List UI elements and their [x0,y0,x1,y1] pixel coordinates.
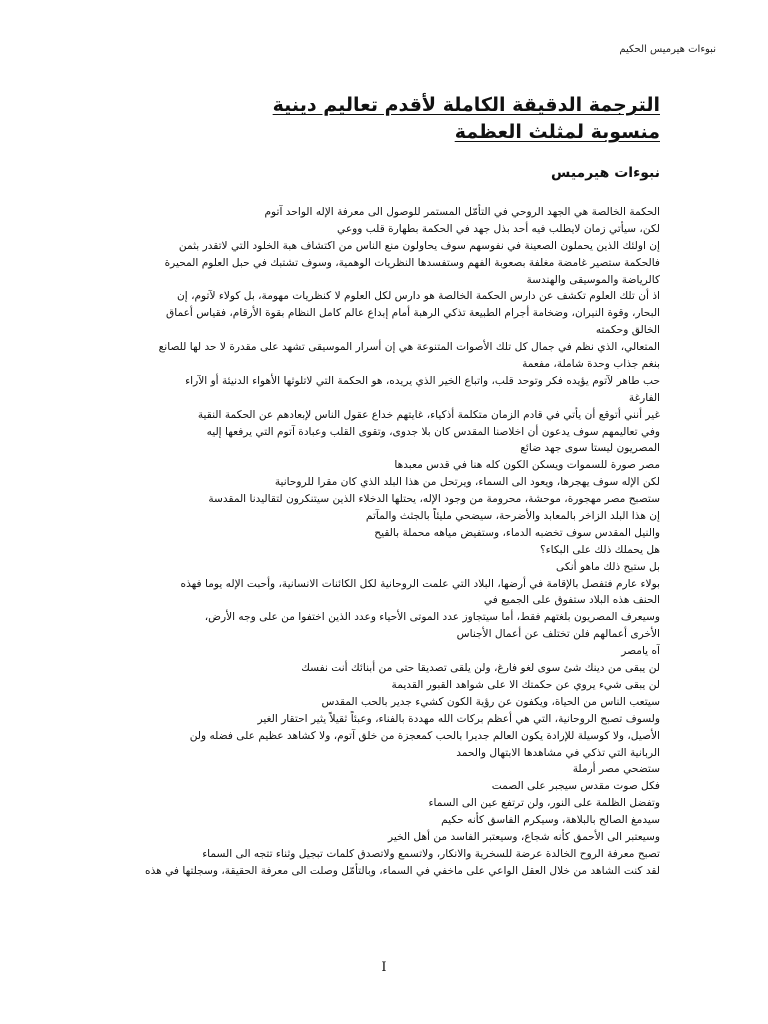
body-line: البحار، وقوة النيران، وضخامة أجرام الطبيعة تذكي الرهبة أمام إبداع عالم كامل النظام بقوة الأرقام، فقياس أعماق [166,307,660,320]
body-line: لكن الإله سوف يهجرها، ويعود الى السماء، ويرتحل من هذا البلد الذي كان مقرا للروحانية [274,476,660,489]
body-line: تصبح معرفة الروح الخالدة عرضة للسخرية والانكار، ولاتسمع ولاتصدق كلمات تبجيل وثناء تتجه الى السماء [202,847,660,860]
body-line: اذ أن تلك العلوم تكشف عن دارس الحكمة الخالصة هو دارس لكل العلوم لا كنظريات مهومة، بل كولاء لآتوم، إن [176,290,660,303]
body-line: الخالق وحكمته [595,324,660,337]
body-line: وسيعتبر الى الأحمق كأنه شجاع، وسيعتبر الفاسد من أهل الخير [388,830,660,843]
body-line: المصريون ليستا سوى جهد ضائع [520,442,660,455]
body-line: الفارغة [628,391,660,404]
body-line: إن هذا البلد الزاخر بالمعابد والأضرحة، سيضحي مليئاً بالجثث والمآتم [365,510,660,523]
section-subtitle: نبوءات هيرميس [551,165,660,181]
body-line: ولسوف تصبح الروحانية، التي هي أعظم بركات الله مهددة بالفناء، وعبئاً ثقيلاً يثير احتقار الغير [257,712,660,725]
body-line: حب طاهر لآتوم يؤيده فكر وتوحد قلب، واتباع الخير الذي يريده، هو الحكمة التي لاتلوثها الأهواء الدنيئة أو الآراء [185,374,660,387]
body-line: لكن، سيأتي زمان لايطلب فيه أحد بذل جهد في الحكمة بطهارة قلب ووعي [337,222,660,235]
title-line-2: منسوبة لمثلث العظمة [454,121,660,143]
body-line: لقد كنت الشاهد من خلال العقل الواعي على ماخفي في السماء، وبالتأمّل وصلت الى معرفة الحقيقة، وسجلتها في هذه [145,864,660,877]
body-line: وسيعرف المصريون بلغتهم فقط، أما سيتجاوز عدد الموتى الأحياء وعدد الذين اختفوا من على وجه الأرض، [204,611,660,624]
body-line: سيدمغ الصالح بالبلاهة، وسيكرم الفاسق كأنه حكيم [441,814,660,827]
body-line: لن يبقى من دينك شئ سوى لغو فارغ، ولن يلقى تصديقا حتى من أبنائك أنت نفسك [301,662,660,675]
body-line: الأخرى أعمالهم فلن تختلف عن أعمال الأجناس [456,628,660,641]
body-line: والنيل المقدس سوف تخضبه الدماء، وستفيض مياهه محملة بالقيح [374,526,660,539]
body-line: إن اولئك الذين يحملون الصعينة في نفوسهم سوف يحاولون منع الناس من اكتشاف هبة الخلود التي لاتقدر بثمن [178,239,660,252]
body-line: فكل صوت مقدس سيجبر على الصمت [491,780,660,793]
page-number: I [381,960,387,975]
body-line: الأصيل، ولا كوسيلة للإرادة يكون العالم جديرا بالحب كمعجزة من خلق آتوم، ولا كشاهد عظيم على فضله ولن [189,729,660,742]
body-line: الحكمة الخالصة هي الجهد الروحي في التأمّل المستمر للوصول الى معرفة الإله الواحد آتوم [264,206,660,218]
body-line: الحنف هذه البلاد ستفوق على الجميع في [483,594,660,607]
body-line: فالحكمة ستصير غامضة مغلفة بصعوبة الفهم وستفسدها النظريات الوهمية، وسوف تشتبك في حبل العلوم المحيرة [164,256,660,269]
body-line: هل يحملك ذلك على البكاء؟ [539,543,660,556]
body-line: كالرياضة والموسيقى والهندسة [526,273,660,286]
body-line: المتعالي، الذي نظم في جمال كل تلك الأصوات المتنوعة هي إن أسرار الموسيقى تشهد على مقدرة لا حد لها للصانع [158,341,660,354]
body-line: وتفضل الظلمة على النور، ولن ترتفع عين الى السماء [428,797,660,810]
body-line: بولاء عارم فتفصل بالإقامة في أرضها، البلاد التي علمت الروحانية لكل الكائنات الانسانية، وأحبت الإله يوما فهذه [180,577,660,590]
body-line: مصر صورة للسموات ويسكن الكون كله هنا في قدس معبدها [394,459,660,472]
body-text [100,204,660,880]
body-line: سيتعب الناس من الحياة، ويكفون عن رؤية الكون كشيء جدير بالحب المقدس [321,695,660,708]
title-line-1: الترجمة الدقيقة الكاملة لأقدم تعاليم دينية [272,94,660,116]
body-line: لن يبقى شيء يروي عن حكمتك الا على شواهد القبور القديمة [391,678,660,691]
body-line: الربانية التي تذكي في مشاهدها الابتهال والحمد [456,746,660,759]
document-title [100,92,660,146]
body-line: بنغم جذاب وحدة شاملة، مفعمة [522,358,660,371]
body-line: ستصبح مصر مهجورة، موحشة، محرومة من وجود الإله، يحتلها الدخلاء الذين سيتنكرون لتقاليدنا المقدسة [208,493,660,506]
body-line: ستضحي مصر أرملة [572,763,660,776]
body-line: بل ستبح ذلك ماهو أنكى [556,560,660,573]
running-header: نبوءات هيرميس الحكيم [619,44,716,55]
body-line: وفي تعاليمهم سوف يدعون أن اخلاصنا المقدس كان بلا جدوى، وتقوى القلب وعبادة آتوم التي يرفعها إليه [206,425,660,438]
body-line: غير أنني أتوقع أن يأتي في قادم الزمان متكلمة أذكياء، غايتهم خداع عقول الناس لإبعادهم عن الحكمة النقية [197,408,660,421]
body-line: آه يامصر [621,645,660,658]
